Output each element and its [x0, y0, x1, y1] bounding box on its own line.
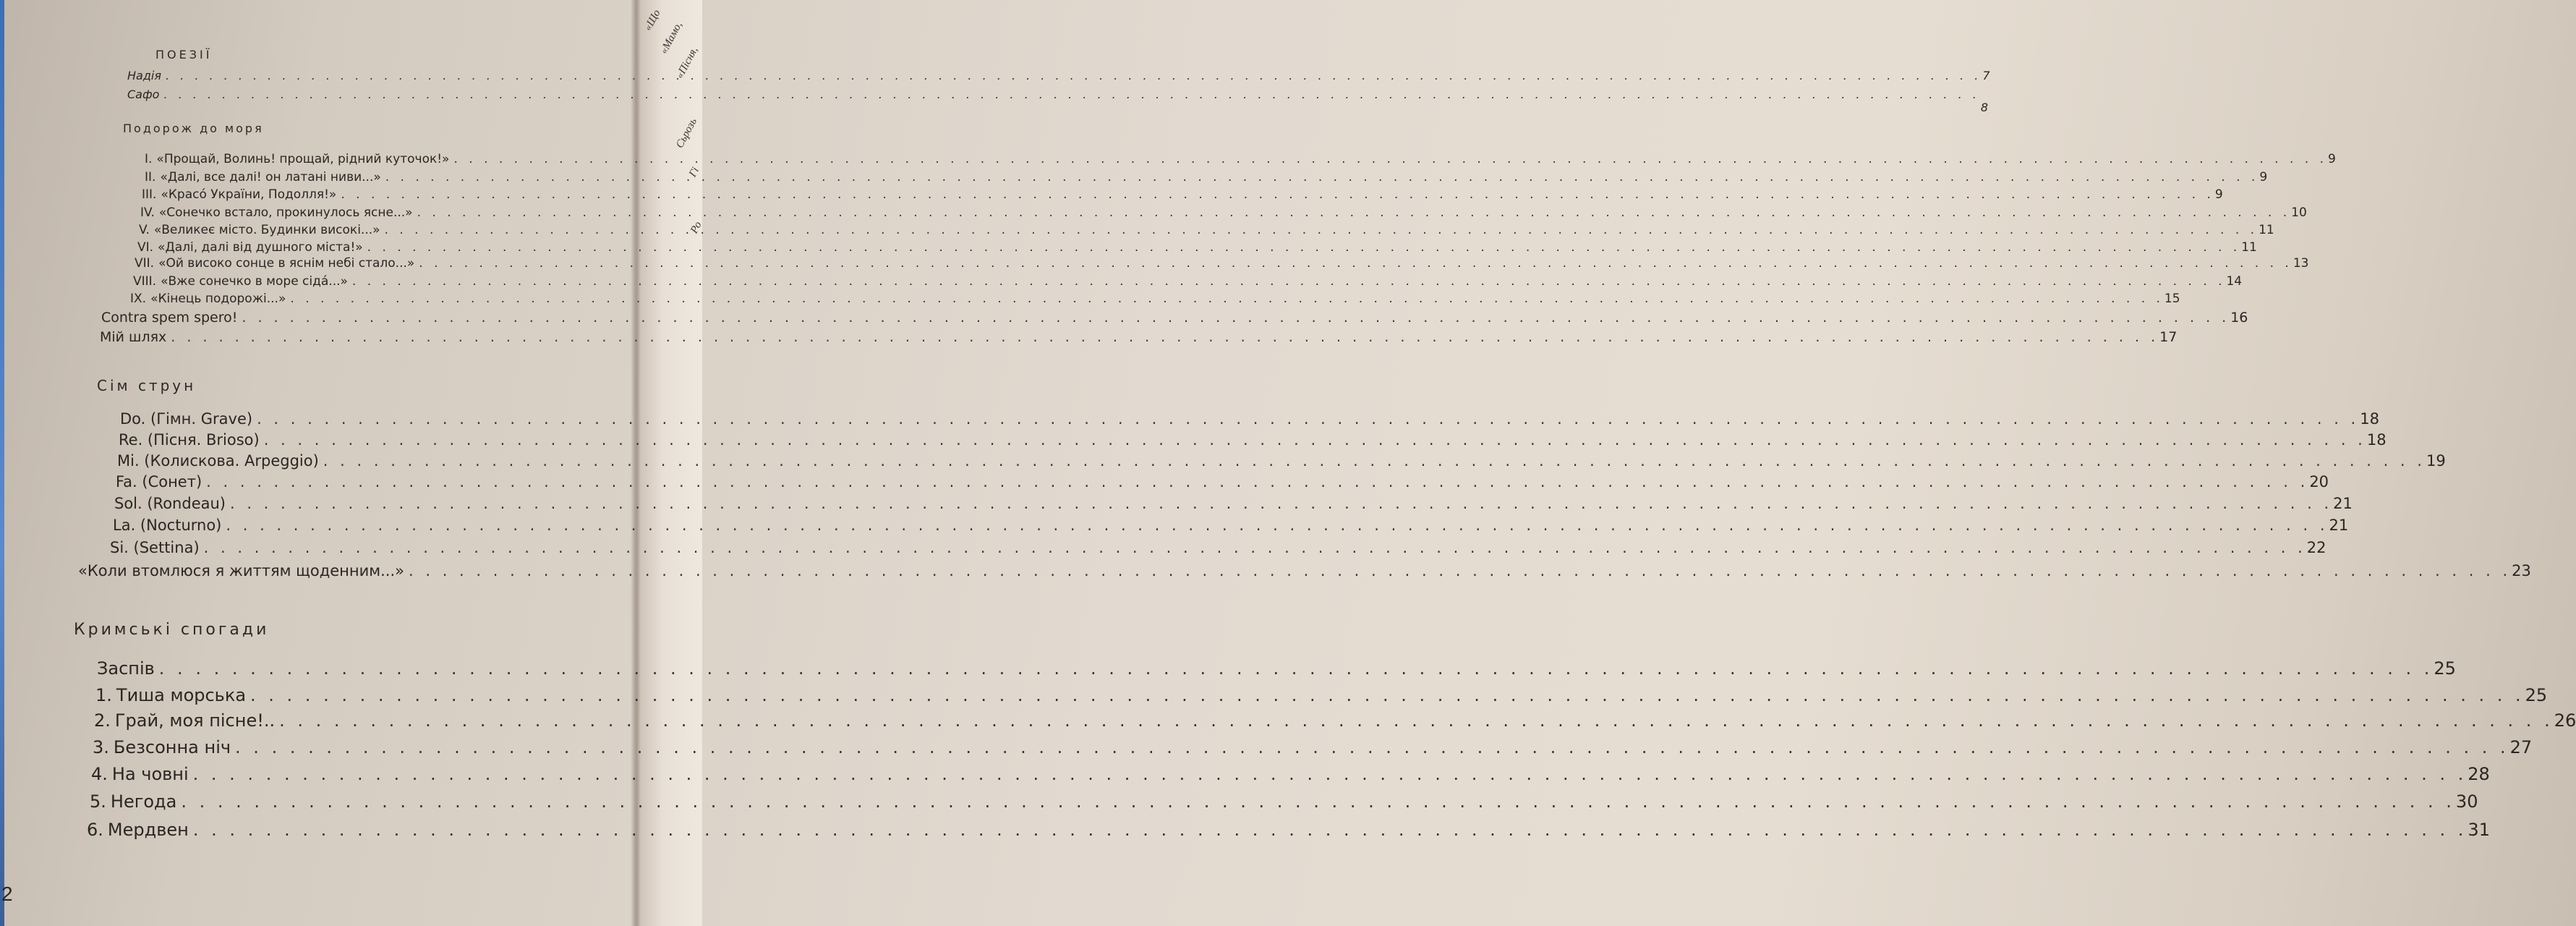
- entry-title: «Кінець подорожі...»: [150, 292, 286, 306]
- leader-dots: [453, 152, 2324, 166]
- entry-title: Грай, моя пісне!..: [114, 710, 276, 731]
- entry-number: I.: [145, 152, 153, 166]
- entry-title: Re. (Пісня. Brioso): [119, 431, 260, 449]
- toc-entry[interactable]: [90, 791, 2478, 812]
- leader-dots: [385, 223, 2255, 237]
- adjacent-page-text: Гі: [687, 165, 702, 179]
- entry-number: VI.: [137, 240, 154, 255]
- leader-dots: [193, 820, 2464, 840]
- entry-title: «Коли втомлюся я життям щоденним...»: [78, 562, 404, 579]
- toc-entry[interactable]: [135, 256, 2309, 271]
- leader-dots: [367, 240, 2238, 255]
- toc-entry[interactable]: [140, 205, 2307, 220]
- page-number: 2: [1, 883, 13, 905]
- entry-page: 20: [2309, 473, 2329, 490]
- toc-entry[interactable]: [78, 562, 2531, 579]
- entry-number: VII.: [135, 256, 155, 271]
- entry-number: VIII.: [133, 274, 157, 289]
- leader-dots: [341, 187, 2211, 202]
- section-title: Подорож до моря: [123, 122, 264, 135]
- toc-entry[interactable]: [133, 274, 2243, 289]
- entry-page: 15: [2164, 292, 2180, 306]
- entry-title: «Вже сонечко в море сідá...»: [161, 274, 348, 289]
- entry-number: 2.: [94, 710, 111, 731]
- entry-title: «Ой високо сонце в яснім небі стало...»: [158, 256, 415, 271]
- entry-title: Do. (Гімн. Grave): [120, 410, 253, 428]
- entry-page: 16: [2230, 310, 2248, 326]
- toc-entry[interactable]: [120, 410, 2379, 428]
- leader-dots: [235, 737, 2506, 757]
- leader-dots: [171, 329, 2155, 345]
- entry-page: 22: [2306, 539, 2326, 556]
- entry-title: Тиша морська: [116, 685, 247, 705]
- entry-title: Мердвен: [107, 820, 189, 840]
- leader-dots: [417, 205, 2287, 220]
- entry-title: La. (Nocturno): [113, 517, 222, 534]
- toc-entry[interactable]: [123, 69, 1990, 82]
- toc-entry[interactable]: [94, 710, 2576, 731]
- toc-entry[interactable]: [117, 452, 2446, 470]
- entry-title: Мій шлях: [100, 329, 167, 345]
- toc-entry[interactable]: [97, 658, 2456, 679]
- toc-entry[interactable]: [142, 187, 2223, 202]
- toc-entry[interactable]: [95, 685, 2548, 705]
- entry-number: 4.: [91, 764, 108, 784]
- adjacent-page-text: Ро: [688, 219, 704, 236]
- leader-dots: [264, 431, 2363, 449]
- entry-title: «Далі, все далі! он латані ниви...»: [160, 170, 381, 184]
- entry-title: «Красó України, Подолля!»: [161, 187, 337, 202]
- entry-page: 21: [2333, 495, 2353, 512]
- leader-dots: [290, 292, 2160, 306]
- leader-dots: [159, 658, 2430, 679]
- leader-dots: [206, 473, 2305, 490]
- toc-entry[interactable]: [145, 152, 2336, 166]
- entry-number: III.: [142, 187, 157, 202]
- entry-number: 5.: [90, 791, 106, 812]
- toc-entry[interactable]: [114, 495, 2353, 512]
- toc-entry[interactable]: [130, 292, 2180, 306]
- entry-page: 8: [1980, 101, 1989, 114]
- entry-title: Сафо: [127, 88, 160, 101]
- entry-page: 13: [2293, 256, 2309, 271]
- leader-dots: [257, 410, 2355, 428]
- adjacent-page-text: «Мамо,: [658, 20, 685, 56]
- leader-dots: [166, 69, 1978, 82]
- entry-title: «Прощай, Волинь! прощай, рідний куточок!»: [156, 152, 450, 166]
- entry-page: 21: [2329, 517, 2349, 534]
- toc-entry[interactable]: [123, 88, 1989, 114]
- entry-title: Fa. (Сонет): [116, 473, 202, 490]
- entry-number: 3.: [93, 737, 109, 757]
- entry-title: На човні: [111, 764, 189, 784]
- toc-entry[interactable]: [100, 329, 2178, 345]
- entry-title: Contra spem spero!: [101, 310, 238, 326]
- entry-page: 18: [2360, 410, 2379, 428]
- adjacent-page-text: «Пісня,: [674, 45, 701, 81]
- entry-page: 19: [2426, 452, 2446, 470]
- entry-title: Mi. (Колискова. Arpeggio): [117, 452, 319, 470]
- entry-title: Sol. (Rondeau): [114, 495, 226, 512]
- adjacent-page-text: Сьрозь: [674, 116, 699, 150]
- toc-entry[interactable]: [91, 764, 2490, 784]
- entry-number: 6.: [87, 820, 103, 840]
- toc-entry[interactable]: [113, 517, 2349, 534]
- entry-title: Заспів: [97, 658, 155, 679]
- entry-page: 11: [2241, 240, 2257, 255]
- leader-dots: [323, 452, 2422, 470]
- leader-dots: [230, 495, 2329, 512]
- entry-title: Надія: [127, 69, 161, 82]
- leader-dots: [226, 517, 2324, 534]
- toc-entry[interactable]: [119, 431, 2387, 449]
- entry-number: 1.: [95, 685, 112, 705]
- entry-title: Безсонна ніч: [113, 737, 231, 757]
- entry-number: IX.: [130, 292, 147, 306]
- toc-entry[interactable]: [101, 310, 2248, 326]
- leader-dots: [279, 710, 2550, 731]
- entry-number: II.: [145, 170, 156, 184]
- entry-page: 25: [2525, 685, 2548, 705]
- section-title: Сім струн: [97, 377, 197, 394]
- section-title: Кримські спогади: [74, 621, 270, 639]
- entry-page: 30: [2455, 791, 2478, 812]
- leader-dots: [242, 310, 2226, 326]
- leader-dots: [204, 539, 2303, 556]
- entry-page: 17: [2159, 329, 2178, 345]
- leader-dots: [193, 764, 2464, 784]
- entry-title: Негода: [110, 791, 177, 812]
- toc-entry[interactable]: [110, 539, 2326, 556]
- entry-page: 11: [2259, 223, 2274, 237]
- entry-title: «Сонечко встало, прокинулось ясне...»: [158, 205, 413, 220]
- entry-page: 9: [2259, 170, 2268, 184]
- leader-dots: [250, 685, 2521, 705]
- entry-page: 27: [2509, 737, 2533, 757]
- leader-dots: [181, 791, 2452, 812]
- leader-dots: [385, 170, 2256, 184]
- toc-entry[interactable]: [116, 473, 2329, 490]
- entry-page: 31: [2468, 820, 2490, 840]
- toc-entry[interactable]: [93, 737, 2533, 757]
- adjacent-page-text: «Що: [642, 7, 663, 33]
- entry-number: V.: [139, 223, 150, 237]
- toc-entry[interactable]: [137, 240, 2257, 255]
- entry-page: 14: [2226, 274, 2243, 289]
- entry-page: 7: [1982, 69, 1990, 82]
- toc-entry[interactable]: [87, 820, 2490, 840]
- section-title: ПОЕЗІЇ: [155, 48, 213, 61]
- entry-title: Si. (Settina): [110, 539, 200, 556]
- leader-dots: [419, 256, 2289, 271]
- entry-page: 28: [2468, 764, 2490, 784]
- entry-title: «Великеє місто. Будинки високі...»: [153, 223, 380, 237]
- leader-dots: [409, 562, 2507, 579]
- entry-number: IV.: [140, 205, 155, 220]
- entry-title: «Далі, далі від душного міста!»: [158, 240, 363, 255]
- leader-dots: [163, 88, 1976, 101]
- entry-page: 18: [2366, 431, 2387, 449]
- entry-page: 9: [2214, 187, 2223, 202]
- entry-page: 9: [2328, 152, 2336, 166]
- entry-page: 10: [2291, 205, 2307, 220]
- leader-dots: [352, 274, 2222, 289]
- entry-page: 26: [2554, 710, 2576, 731]
- entry-page: 23: [2512, 562, 2531, 579]
- entry-page: 25: [2434, 658, 2456, 679]
